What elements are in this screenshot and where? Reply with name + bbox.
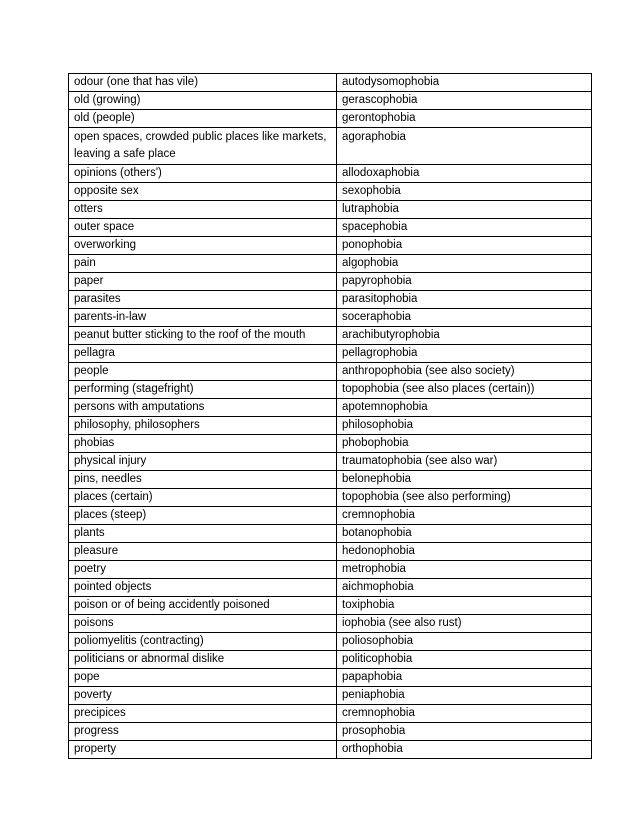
phobia-name-cell: politicophobia [337, 651, 592, 669]
subject-cell: precipices [69, 705, 337, 723]
phobia-table-body [69, 74, 592, 759]
phobia-name-cell: gerascophobia [337, 92, 592, 110]
subject-cell: parasites [69, 291, 337, 309]
table-row [69, 741, 592, 759]
phobia-name-cell: anthropophobia (see also society) [337, 363, 592, 381]
subject-cell: pins, needles [69, 471, 337, 489]
table-row [69, 435, 592, 453]
phobia-name-cell: orthophobia [337, 741, 592, 759]
table-row [69, 705, 592, 723]
subject-cell: plants [69, 525, 337, 543]
table-row [69, 183, 592, 201]
table-row [69, 237, 592, 255]
subject-cell: pope [69, 669, 337, 687]
phobia-name-cell: traumatophobia (see also war) [337, 453, 592, 471]
phobia-name-cell: topophobia (see also performing) [337, 489, 592, 507]
table-row [69, 273, 592, 291]
subject-cell: poliomyelitis (contracting) [69, 633, 337, 651]
subject-cell: otters [69, 201, 337, 219]
phobia-name-cell: arachibutyrophobia [337, 327, 592, 345]
table-row [69, 687, 592, 705]
phobia-name-cell: apotemnophobia [337, 399, 592, 417]
table-row [69, 399, 592, 417]
table-row [69, 723, 592, 741]
subject-cell: progress [69, 723, 337, 741]
phobia-name-cell: pellagrophobia [337, 345, 592, 363]
table-row [69, 507, 592, 525]
phobia-name-cell: peniaphobia [337, 687, 592, 705]
phobia-name-cell: lutraphobia [337, 201, 592, 219]
phobia-name-cell: belonephobia [337, 471, 592, 489]
table-row [69, 597, 592, 615]
subject-cell: physical injury [69, 453, 337, 471]
table-row [69, 309, 592, 327]
subject-cell: people [69, 363, 337, 381]
table-row [69, 525, 592, 543]
table-row [69, 255, 592, 273]
phobia-name-cell: hedonophobia [337, 543, 592, 561]
table-row [69, 327, 592, 345]
subject-cell: places (certain) [69, 489, 337, 507]
table-row [69, 453, 592, 471]
subject-cell: politicians or abnormal dislike [69, 651, 337, 669]
phobia-name-cell: ponophobia [337, 237, 592, 255]
phobia-name-cell: papyrophobia [337, 273, 592, 291]
phobia-name-cell: poliosophobia [337, 633, 592, 651]
phobia-name-cell: papaphobia [337, 669, 592, 687]
subject-cell: odour (one that has vile) [69, 74, 337, 92]
subject-cell: outer space [69, 219, 337, 237]
table-row [69, 345, 592, 363]
table-row [69, 74, 592, 92]
subject-cell: opinions (others') [69, 165, 337, 183]
subject-cell: performing (stagefright) [69, 381, 337, 399]
subject-cell: persons with amputations [69, 399, 337, 417]
subject-cell: pleasure [69, 543, 337, 561]
phobia-name-cell: toxiphobia [337, 597, 592, 615]
table-row [69, 417, 592, 435]
phobia-name-cell: gerontophobia [337, 110, 592, 128]
subject-cell: parents-in-law [69, 309, 337, 327]
table-row [69, 669, 592, 687]
phobia-name-cell: topophobia (see also places (certain)) [337, 381, 592, 399]
phobia-name-cell: autodysomophobia [337, 74, 592, 92]
subject-cell: pain [69, 255, 337, 273]
subject-cell: philosophy, philosophers [69, 417, 337, 435]
subject-cell: poisons [69, 615, 337, 633]
phobia-name-cell: metrophobia [337, 561, 592, 579]
subject-cell: poverty [69, 687, 337, 705]
table-row [69, 579, 592, 597]
table-row [69, 92, 592, 110]
table-row [69, 633, 592, 651]
subject-cell: open spaces, crowded public places like markets, leaving a safe place [69, 128, 337, 165]
phobia-name-cell: aichmophobia [337, 579, 592, 597]
phobia-name-cell: prosophobia [337, 723, 592, 741]
subject-cell: poison or of being accidently poisoned [69, 597, 337, 615]
subject-cell: overworking [69, 237, 337, 255]
subject-cell: places (steep) [69, 507, 337, 525]
table-row [69, 201, 592, 219]
phobia-name-cell: spacephobia [337, 219, 592, 237]
phobia-name-cell: agoraphobia [337, 128, 592, 165]
phobia-name-cell: soceraphobia [337, 309, 592, 327]
phobia-name-cell: parasitophobia [337, 291, 592, 309]
phobia-name-cell: botanophobia [337, 525, 592, 543]
subject-cell: poetry [69, 561, 337, 579]
phobia-name-cell: philosophobia [337, 417, 592, 435]
table-row [69, 128, 592, 165]
table-row [69, 219, 592, 237]
subject-cell: pellagra [69, 345, 337, 363]
table-row [69, 381, 592, 399]
table-row [69, 543, 592, 561]
phobia-name-cell: iophobia (see also rust) [337, 615, 592, 633]
phobia-name-cell: sexophobia [337, 183, 592, 201]
subject-cell: pointed objects [69, 579, 337, 597]
table-row [69, 110, 592, 128]
table-row [69, 291, 592, 309]
phobia-name-cell: cremnophobia [337, 705, 592, 723]
table-row [69, 561, 592, 579]
subject-cell: old (growing) [69, 92, 337, 110]
phobia-name-cell: allodoxaphobia [337, 165, 592, 183]
subject-cell: opposite sex [69, 183, 337, 201]
table-row [69, 615, 592, 633]
table-row [69, 651, 592, 669]
phobia-table [68, 73, 592, 759]
subject-cell: paper [69, 273, 337, 291]
subject-cell: property [69, 741, 337, 759]
table-row [69, 489, 592, 507]
subject-cell: old (people) [69, 110, 337, 128]
table-row [69, 165, 592, 183]
table-row [69, 363, 592, 381]
phobia-name-cell: cremnophobia [337, 507, 592, 525]
phobia-name-cell: algophobia [337, 255, 592, 273]
phobia-name-cell: phobophobia [337, 435, 592, 453]
subject-cell: peanut butter sticking to the roof of the mouth [69, 327, 337, 345]
table-row [69, 471, 592, 489]
subject-cell: phobias [69, 435, 337, 453]
